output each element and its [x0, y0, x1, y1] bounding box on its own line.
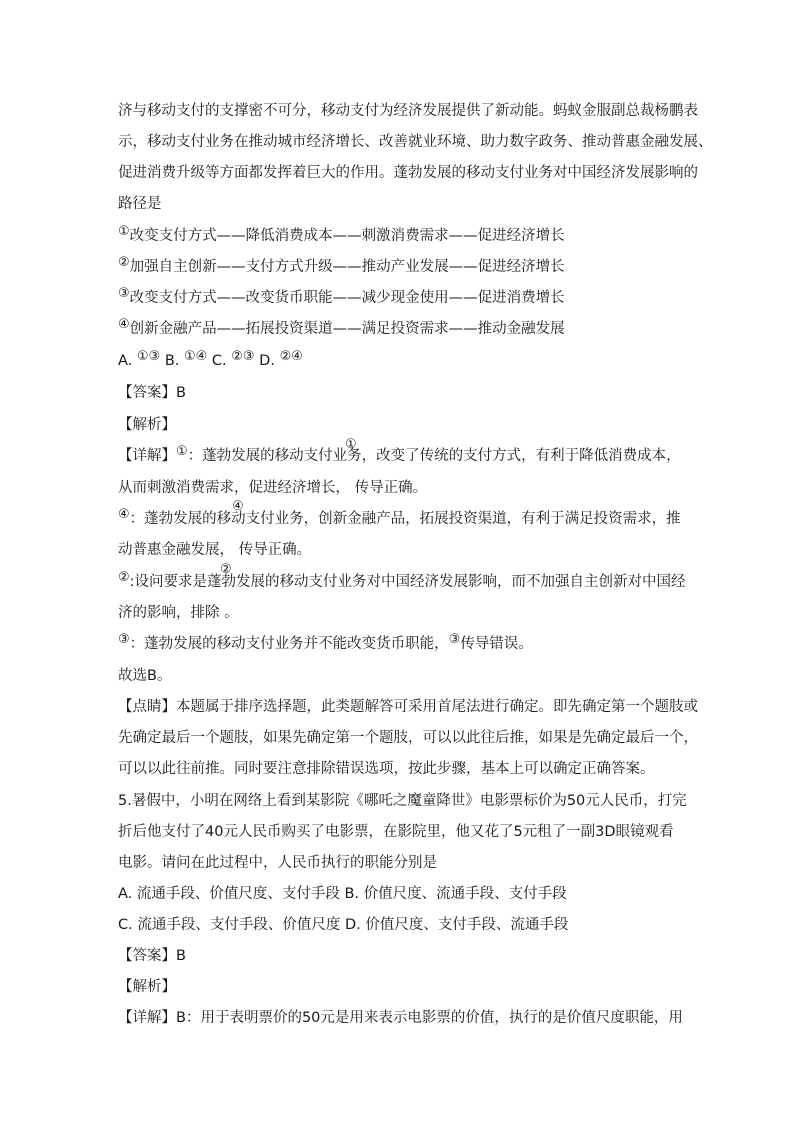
detail-text: ：蓬勃发展的移动支付业务，改变了传统的支付方式，有利于降低消费成本， — [187, 448, 681, 464]
q4-option-2 — [118, 257, 565, 277]
q5-answer: 【答案】B — [118, 948, 186, 964]
q4-detail-4 — [118, 634, 533, 654]
choice-c-value: ②③ — [231, 349, 255, 364]
circled-number-2: ② — [118, 570, 130, 585]
circled-number-3: ③ — [118, 286, 130, 301]
choice-a-label: A. — [118, 353, 133, 369]
q4-detail-1-cont: 从而刺激消费需求，促进经济增长， 传导正确。 — [118, 480, 428, 496]
q4-option-4 — [118, 319, 565, 339]
q5-analysis-heading: 【解析】 — [118, 979, 176, 995]
q5-stem-line: 电影。请问在此过程中，人民币执行的职能分别是 — [118, 855, 437, 871]
detail-text: 传导错误。 — [460, 636, 533, 652]
q4-answer: 【答案】B — [118, 385, 186, 401]
choice-d-label: D. — [259, 353, 275, 369]
q4-stem-line: 促进消费升级等方面都发挥着巨大的作用。蓬勃发展的移动支付业务对中国经济发展影响的 — [118, 165, 698, 181]
q4-detail-2 — [118, 509, 681, 529]
circled-number-3: ③ — [118, 632, 130, 647]
q4-tip-line: 【点睛】本题属于排序选择题，此类题解答可采用首尾法进行确定。即先确定第一个题肢或 — [118, 699, 698, 715]
circled-number-1: ① — [118, 224, 130, 239]
choice-b-label: B. — [164, 353, 180, 369]
q4-detail-1 — [118, 446, 681, 466]
q4-analysis-heading: 【解析】 — [118, 417, 176, 433]
q5-choices-line: C. 流通手段、支付手段、价值尺度 D. 价值尺度、支付手段、流通手段 — [118, 917, 569, 933]
circled-number-4: ④ — [118, 507, 130, 522]
choice-b-value: ①④ — [183, 349, 208, 364]
circled-number-2: ② — [118, 255, 130, 270]
q4-conclusion: 故选B。 — [118, 668, 172, 684]
q4-tip-line: 先确定最后一个题肢，如果先确定第一个题肢，可以以此往后推，如果是先确定最后一个， — [118, 730, 698, 746]
q4-option-3 — [118, 288, 565, 308]
q5-choices-line: A. 流通手段、价值尺度、支付手段 B. 价值尺度、流通手段、支付手段 — [118, 886, 567, 902]
circled-number-1: ① — [345, 437, 357, 452]
q5-stem-line: 5.暑假中，小明在网络上看到某影院《哪吒之魔童降世》电影票标价为50元人民币，打完 — [118, 793, 687, 809]
circled-number-2: ② — [220, 562, 232, 577]
q4-detail-3 — [118, 572, 686, 592]
detail-text: ：蓬勃发展的移动支付业务，创新金融产品，拓展投资渠道，有利于满足投资需求，推 — [129, 511, 681, 527]
q4-tip-line: 可以以此往前推。同时要注意排除错误选项，按此步骤，基本上可以确定正确答案。 — [118, 761, 655, 777]
option-text: 改变支付方式——降低消费成本——刺激消费需求——促进经济增长 — [129, 228, 565, 244]
option-text: 加强自主创新——支付方式升级——推动产业发展——促进经济增长 — [129, 259, 565, 275]
option-text: 创新金融产品——拓展投资渠道——满足投资需求——推动金融发展 — [129, 321, 565, 337]
option-text: 改变支付方式——改变货币职能——减少现金使用——促进消费增长 — [129, 290, 565, 306]
circled-number-4: ④ — [232, 499, 244, 514]
q4-stem-line: 路径是 — [118, 196, 162, 212]
circled-number-3: ③ — [448, 632, 461, 647]
detail-text: :设问要求是蓬勃发展的移动支付业务对中国经济发展影响，而不加强自主创新对中国经 — [129, 574, 686, 590]
q4-choices — [118, 351, 303, 371]
circled-number-4: ④ — [118, 317, 130, 332]
q4-stem-line: 示，移动支付业务在推动城市经济增长、改善就业环境、助力数字政务、推动普惠金融发展、 — [118, 134, 713, 150]
q4-detail-3-cont: 济的影响，排除 。 — [118, 605, 239, 621]
q5-stem-line: 折后他支付了40元人民币购买了电影票，在影院里，他又花了5元租了一副3D眼镜观看 — [118, 824, 674, 840]
choice-d-value: ②④ — [279, 349, 303, 364]
detail-label: 【详解】 — [118, 448, 176, 464]
q4-stem-line: 济与移动支付的支撑密不可分，移动支付为经济发展提供了新动能。蚂蚁金服副总裁杨鹏表 — [118, 103, 698, 119]
choice-a-value: ①③ — [136, 349, 161, 364]
q5-detail: 【详解】B：用于表明票价的50元是用来表示电影票的价值，执行的是价值尺度职能，用 — [118, 1010, 683, 1026]
q4-detail-2-cont: 动普惠金融发展， 传导正确。 — [118, 542, 312, 558]
detail-text: ：蓬勃发展的移动支付业务并不能改变货币职能， — [129, 636, 449, 652]
q4-option-1 — [118, 226, 565, 246]
circled-number-1: ① — [176, 444, 188, 459]
choice-c-label: C. — [211, 353, 227, 369]
